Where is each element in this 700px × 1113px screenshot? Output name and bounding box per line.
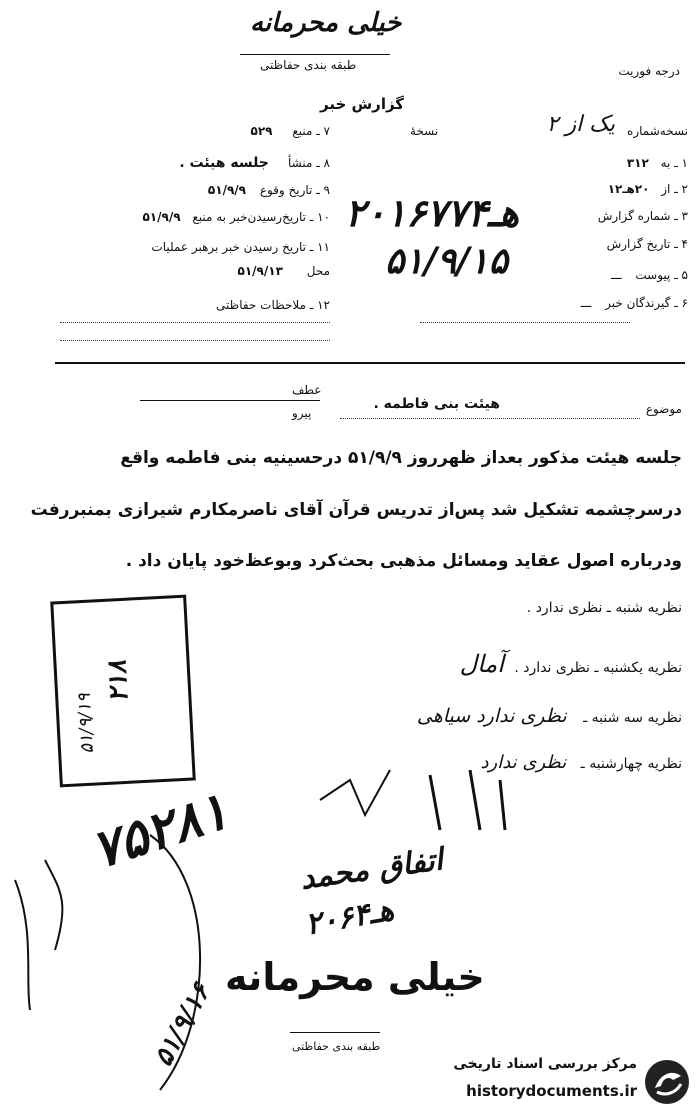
urgency-label: درجه فوریت: [618, 64, 680, 78]
body-line-1: جلسه هیئت مذکور بعداز ظهرروز ۵۱/۹/۹ درحسینیه بنی فاطمه واقع: [120, 448, 682, 468]
field-value: ـــ: [611, 268, 622, 282]
body-line-3: ودرباره اصول عقاید ومسائل مذهبی بحث‌کرد وبوعظ‌خود پایان داد .: [125, 551, 682, 571]
field-label: ۶ ـ گیرندگان خبر: [605, 296, 688, 310]
field-label: ۱۲ ـ ملاحظات حفاظتی: [216, 298, 330, 312]
stamp-numbers: ۲۱۸: [102, 659, 135, 703]
copy-label: نسخهٔ: [410, 124, 439, 138]
field-value: ۵۲۹: [250, 124, 273, 138]
footer-line: [290, 1032, 380, 1033]
opinion-handwritten: نظری ندارد: [480, 752, 567, 773]
copy-handwritten: یک از ۲: [546, 112, 615, 137]
field-label: محل: [306, 264, 330, 278]
left-date: ۵۱/۹/۱۶: [148, 978, 217, 1072]
opinion-handwritten: نظری ندارد سیاهی: [416, 705, 567, 727]
subject-value: هیئت بنی فاطمه .: [373, 396, 500, 412]
classification-caption: طبقه بندی حفاظتی: [260, 58, 357, 72]
signature-number: ۲۰هـ۶۴: [302, 892, 397, 943]
copy-number-label: نسخه‌شماره: [627, 124, 688, 138]
scribble-arc-3: [45, 860, 62, 950]
field-value: جلسه هیئت .: [179, 155, 269, 171]
field-label: ۵ ـ پیوست: [635, 268, 688, 282]
subject-label: موضوع: [645, 402, 682, 416]
handwritten-number: ۲۰هـ۱۶۷۷۴: [345, 190, 520, 235]
field-label: ۱۱ ـ تاریخ رسیدن خبر برهبر عملیات: [151, 240, 330, 254]
body-line-2: درسرچشمه تشکیل شد پس‌از تدریس قرآن آقای ناصرمکارم شیرازی بمنبررفت: [30, 500, 682, 520]
field-label: ۴ ـ تاریخ گزارش: [606, 237, 688, 251]
watermark: [410, 1052, 695, 1110]
opinion-label: نظریه چهارشنبه ـ: [580, 756, 682, 772]
bottom-classification-stamp: خیلی محرمانه: [225, 955, 485, 999]
field-label: ۳ ـ شماره گزارش: [597, 209, 688, 223]
scribble-arc-2: [15, 880, 30, 1010]
handwritten-date: ۵۱/۹/۱۵: [385, 240, 508, 282]
field-value: ۲۰هـ۱۲: [607, 182, 650, 196]
big-number: ۷۵۲۸۱: [83, 779, 236, 882]
watermark-url: historydocuments.ir: [466, 1082, 637, 1100]
field-label: ۹ ـ تاریخ وقوع: [259, 183, 330, 197]
field-value: ۵۱/۹/۱۳: [237, 264, 283, 278]
ref-label: عطف: [292, 383, 322, 397]
field-label: ۸ ـ منشأ: [287, 156, 330, 170]
opinion-label: نظریه سه شنبه ـ: [583, 710, 682, 726]
opinion-label: نظریه شنبه ـ: [606, 600, 682, 616]
stamp-date: ۵۱/۹/۱۹: [73, 692, 98, 755]
opinion-label: نظریه یکشنبه ـ: [594, 660, 682, 676]
scribble-mark: [320, 770, 390, 815]
watermark-title: مرکز بررسی اسناد تاریخی: [453, 1056, 637, 1072]
scribble-arc: [150, 835, 200, 1090]
field-label: ۲ ـ از: [661, 182, 688, 196]
scribble-strokes: [430, 770, 505, 830]
opinion-text: نظری ندارد .: [526, 600, 603, 616]
opinion-text: نظری ندارد .: [514, 660, 590, 676]
form-title: گزارش خبر: [320, 95, 405, 113]
field-label: ۱۰ ـ تاریخ‌رسیدن‌خبر به منبع: [192, 210, 330, 224]
watermark-logo-icon: [643, 1058, 691, 1106]
field-label: ۱ ـ به: [660, 156, 688, 170]
field-value: ۵۱/۹/۹: [207, 183, 246, 197]
classification-handwritten: خیلی محرمانه: [250, 8, 402, 38]
field-value: ـــ: [580, 296, 592, 310]
footer-classification-caption: طبقه بندی حفاظتی: [292, 1040, 381, 1053]
opinion-handwritten: آمال: [459, 650, 504, 678]
followup-label: پیرو: [292, 406, 312, 420]
signature: اتفاق محمد: [298, 842, 445, 897]
field-label: ۷ ـ منبع: [292, 124, 330, 138]
field-value: ۵۱/۹/۹: [142, 210, 181, 224]
field-value: ۳۱۲: [626, 156, 649, 170]
